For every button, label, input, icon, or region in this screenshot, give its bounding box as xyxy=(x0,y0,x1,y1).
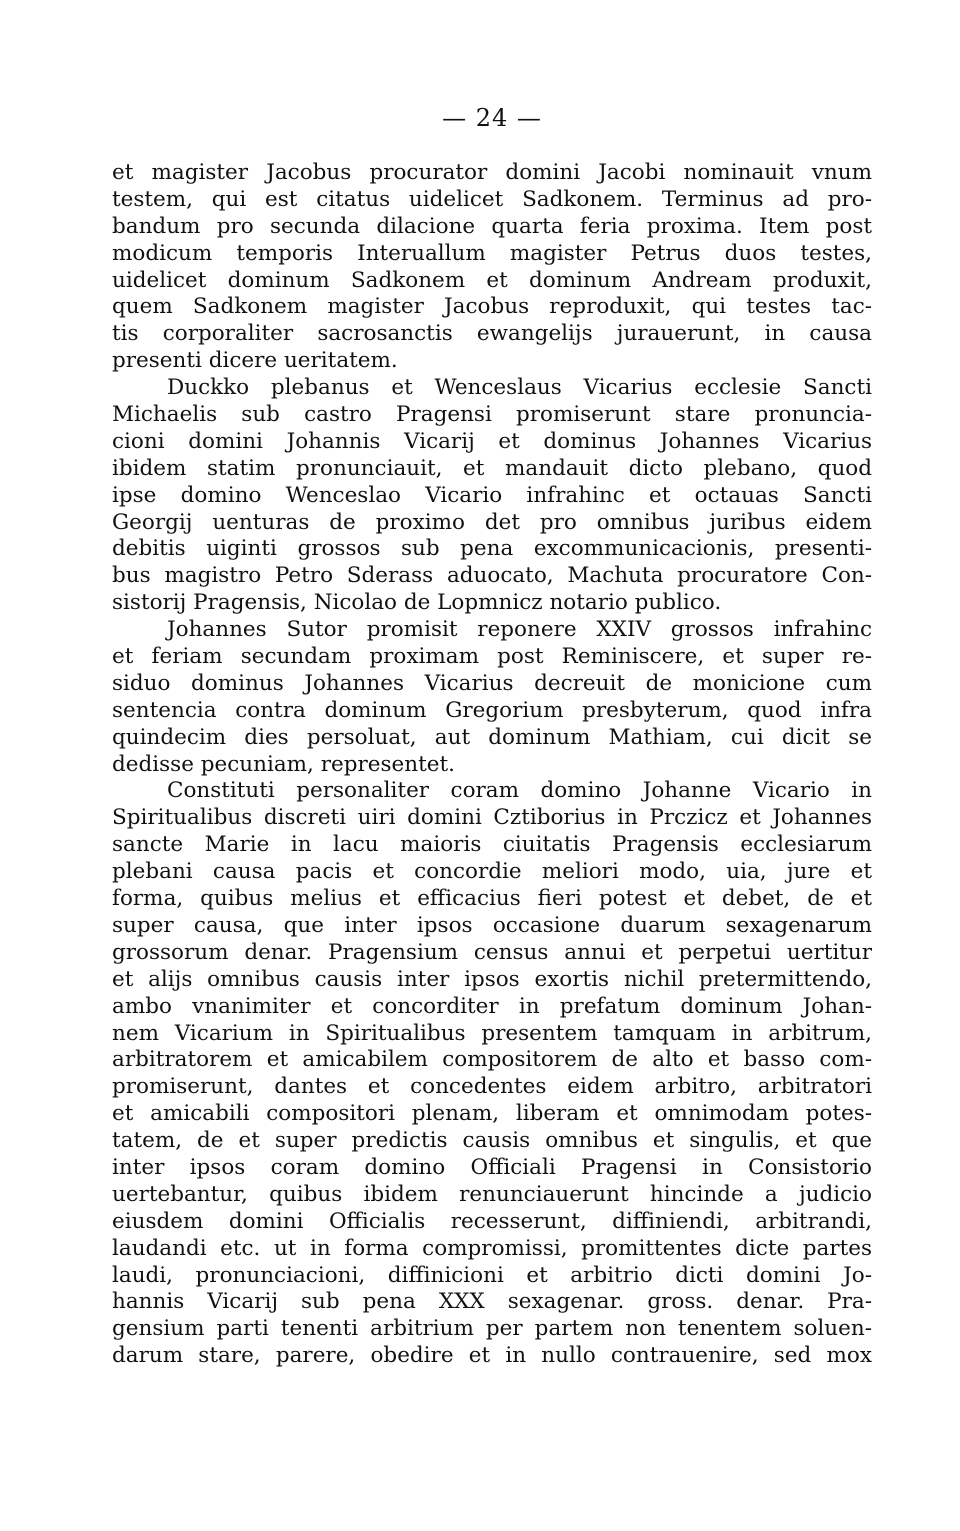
text-line: presenti dicere ueritatem. xyxy=(112,348,398,374)
text-body xyxy=(112,160,872,1370)
text-line: nem Vicarium in Spiritualibus presentem tamquam in arbitrum, xyxy=(112,1020,872,1046)
text-line: Constituti personaliter coram domino Johanne Vicario in xyxy=(167,778,872,804)
text-line: eiusdem domini Officialis recesserunt, diffiniendi, arbitrandi, xyxy=(112,1208,872,1234)
text-line: tis corporaliter sacrosanctis ewangelijs jurauerunt, in causa xyxy=(112,321,872,347)
text-line: ibidem statim pronunciauit, et mandauit dicto plebano, quod xyxy=(112,455,872,481)
text-line: Michaelis sub castro Pragensi promiserunt stare pronuncia- xyxy=(112,402,872,428)
text-line: et magister Jacobus procurator domini Jacobi nominauit vnum xyxy=(112,160,872,185)
text-line: promiserunt, dantes et concedentes eidem arbitro, arbitratori xyxy=(112,1074,872,1100)
text-line: laudandi etc. ut in forma compromissi, promittentes dicte partes xyxy=(112,1235,872,1261)
text-line: Spiritualibus discreti uiri domini Cztiborius in Prczicz et Johannes xyxy=(112,805,872,831)
text-line: bus magistro Petro Sderass aduocato, Machuta procuratore Con- xyxy=(112,563,872,589)
text-line: gensium parti tenenti arbitrium per partem non tenentem soluen- xyxy=(112,1316,872,1342)
text-line: et alijs omnibus causis inter ipsos exortis nichil pretermittendo, xyxy=(112,966,872,992)
text-line: et amicabili compositori plenam, liberam et omnimodam potes- xyxy=(112,1101,872,1127)
text-line: bandum pro secunda dilacione quarta feria proxima. Item post xyxy=(112,213,872,239)
text-line: dedisse pecuniam, representet. xyxy=(112,751,455,777)
text-line: darum stare, parere, obedire et in nullo contrauenire, sed mox xyxy=(112,1343,872,1369)
text-line: sistorij Pragensis, Nicolao de Lopmnicz notario publico. xyxy=(112,590,722,616)
text-line: siduo dominus Johannes Vicarius decreuit de monicione cum xyxy=(112,670,872,696)
document-page xyxy=(112,98,872,1370)
text-line: laudi, pronunciacioni, diffinicioni et arbitrio dicti domini Jo- xyxy=(112,1262,872,1288)
text-line: Johannes Sutor promisit reponere XXIV grossos infrahinc xyxy=(167,617,872,643)
text-line: sancte Marie in lacu maioris ciuitatis Pragensis ecclesiarum xyxy=(112,832,872,858)
page-number: — 24 — xyxy=(442,104,542,132)
text-line: plebani causa pacis et concordie meliori modo, uia, jure et xyxy=(112,859,872,885)
text-line: Duckko plebanus et Wenceslaus Vicarius ecclesie Sancti xyxy=(167,375,872,401)
text-line: inter ipsos coram domino Officiali Pragensi in Consistorio xyxy=(112,1154,872,1180)
text-line: Georgij uenturas de proximo det pro omnibus juribus eidem xyxy=(112,509,872,535)
text-line: ambo vnanimiter et concorditer in prefatum dominum Johan- xyxy=(112,993,872,1019)
text-line: cioni domini Johannis Vicarij et dominus Johannes Vicarius xyxy=(112,428,872,454)
text-line: super causa, que inter ipsos occasione duarum sexagenarum xyxy=(112,912,872,938)
text-line: hannis Vicarij sub pena XXX sexagenar. gross. denar. Pra- xyxy=(112,1289,872,1315)
text-line: ipse domino Wenceslao Vicario infrahinc et octauas Sancti xyxy=(112,482,872,508)
text-line: arbitratorem et amicabilem compositorem de alto et basso com- xyxy=(112,1047,872,1073)
text-line: sentencia contra dominum Gregorium presbyterum, quod infra xyxy=(112,697,872,723)
text-line: debitis uiginti grossos sub pena excommunicacionis, presenti- xyxy=(112,536,872,562)
text-line: forma, quibus melius et efficacius fieri potest et debet, de et xyxy=(112,886,872,912)
text-line: quem Sadkonem magister Jacobus reproduxit, qui testes tac- xyxy=(112,294,872,320)
text-line: grossorum denar. Pragensium census annui et perpetui uertitur xyxy=(112,939,872,965)
text-line: tatem, de et super predictis causis omnibus et singulis, et que xyxy=(112,1128,872,1154)
text-line: quindecim dies persoluat, aut dominum Mathiam, cui dicit se xyxy=(112,724,872,750)
text-line: et feriam secundam proximam post Reminiscere, et super re- xyxy=(112,644,872,670)
text-line: uertebantur, quibus ibidem renunciauerunt hincinde a judicio xyxy=(112,1181,872,1207)
text-line: modicum temporis Interuallum magister Petrus duos testes, xyxy=(112,240,872,266)
text-line: uidelicet dominum Sadkonem et dominum Andream produxit, xyxy=(112,267,872,293)
text-line: testem, qui est citatus uidelicet Sadkonem. Terminus ad pro- xyxy=(112,186,872,212)
